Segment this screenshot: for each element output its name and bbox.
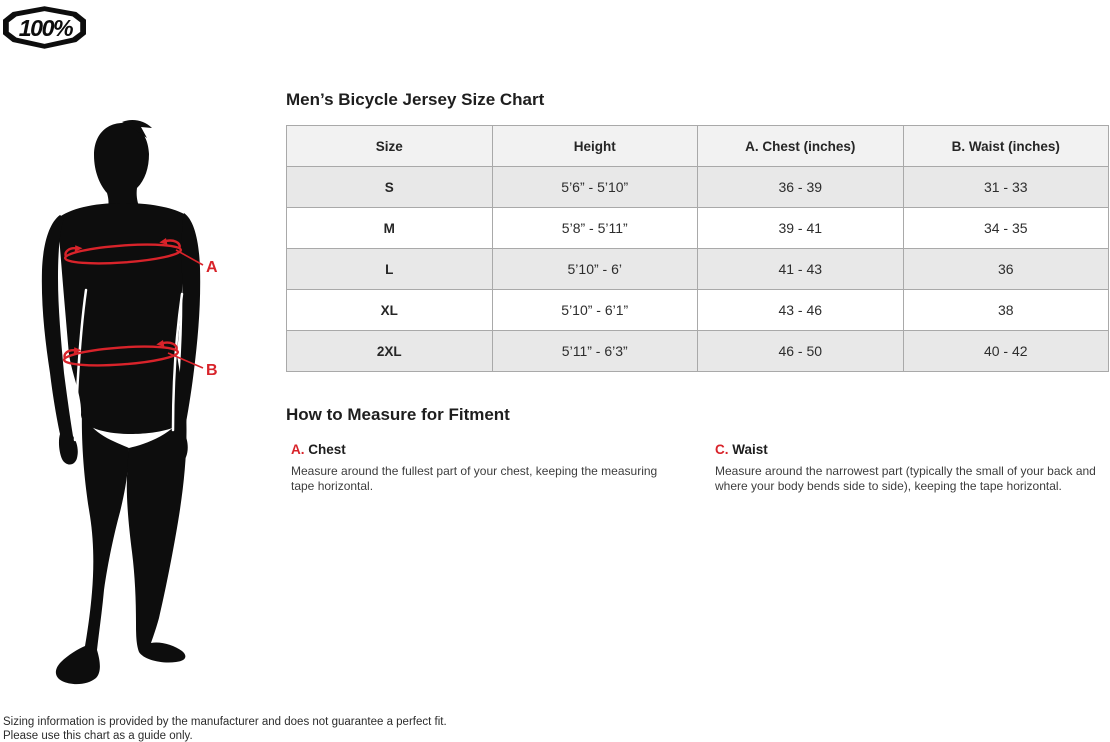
waist-marker-label: B — [206, 362, 218, 379]
value-cell: 5’6” - 5’10” — [492, 167, 698, 208]
fitment-label: Waist — [732, 442, 768, 457]
fitment-description: Measure around the fullest part of your chest, keeping the measuring tape horizontal. — [291, 464, 658, 493]
table-row — [287, 167, 1109, 208]
size-chart-section — [286, 90, 1109, 494]
male-silhouette — [42, 120, 200, 684]
table-row — [287, 249, 1109, 290]
column-header-chest: A. Chest (inches) — [698, 126, 904, 167]
size-table-head — [287, 126, 1109, 167]
logo-text: 100% — [18, 15, 73, 42]
size-table-body — [287, 167, 1109, 372]
fitment-item-heading — [291, 442, 701, 458]
figure-right-leg — [127, 410, 187, 663]
value-cell: 40 - 42 — [903, 331, 1109, 372]
value-cell: 5’8” - 5’11” — [492, 208, 698, 249]
value-cell: 34 - 35 — [903, 208, 1109, 249]
fitment-letter: C. — [715, 442, 729, 457]
table-row — [287, 290, 1109, 331]
value-cell: 5’10” - 6’1” — [492, 290, 698, 331]
value-cell: 43 - 46 — [698, 290, 904, 331]
fitment-item-chest — [291, 442, 701, 494]
fitment-item-waist — [715, 442, 1109, 494]
fitment-description: Measure around the narrowest part (typically the small of your back and where your body bends side to side), keeping the tape horizontal. — [715, 464, 1096, 493]
brand-logo-100percent-icon — [3, 5, 86, 50]
fitment-label: Chest — [308, 442, 346, 457]
value-cell: 36 - 39 — [698, 167, 904, 208]
page-title: Men’s Bicycle Jersey Size Chart — [286, 90, 545, 109]
value-cell: 5’11” - 6’3” — [492, 331, 698, 372]
body-measurement-figure — [36, 118, 236, 690]
header-row — [287, 126, 1109, 167]
size-cell: 2XL — [287, 331, 493, 372]
size-chart-table — [286, 125, 1109, 372]
sizing-disclaimer — [3, 715, 447, 742]
fitment-item-heading — [715, 442, 1109, 458]
value-cell: 38 — [903, 290, 1109, 331]
value-cell: 46 - 50 — [698, 331, 904, 372]
fitment-section-title: How to Measure for Fitment — [286, 405, 510, 424]
size-cell: S — [287, 167, 493, 208]
value-cell: 36 — [903, 249, 1109, 290]
column-header-waist: B. Waist (inches) — [903, 126, 1109, 167]
size-cell: M — [287, 208, 493, 249]
value-cell: 5’10” - 6’ — [492, 249, 698, 290]
table-row — [287, 208, 1109, 249]
column-header-size: Size — [287, 126, 493, 167]
value-cell: 31 - 33 — [903, 167, 1109, 208]
column-header-height: Height — [492, 126, 698, 167]
fitment-instructions — [286, 442, 1109, 494]
size-cell: XL — [287, 290, 493, 331]
figure-head — [94, 123, 149, 211]
disclaimer-line-1: Sizing information is provided by the manufacturer and does not guarantee a perfect fit. — [3, 716, 447, 728]
disclaimer-line-2: Please use this chart as a guide only. — [3, 730, 193, 742]
value-cell: 41 - 43 — [698, 249, 904, 290]
table-row — [287, 331, 1109, 372]
value-cell: 39 - 41 — [698, 208, 904, 249]
chest-marker-label: A — [206, 259, 218, 276]
size-cell: L — [287, 249, 493, 290]
fitment-letter: A. — [291, 442, 305, 457]
